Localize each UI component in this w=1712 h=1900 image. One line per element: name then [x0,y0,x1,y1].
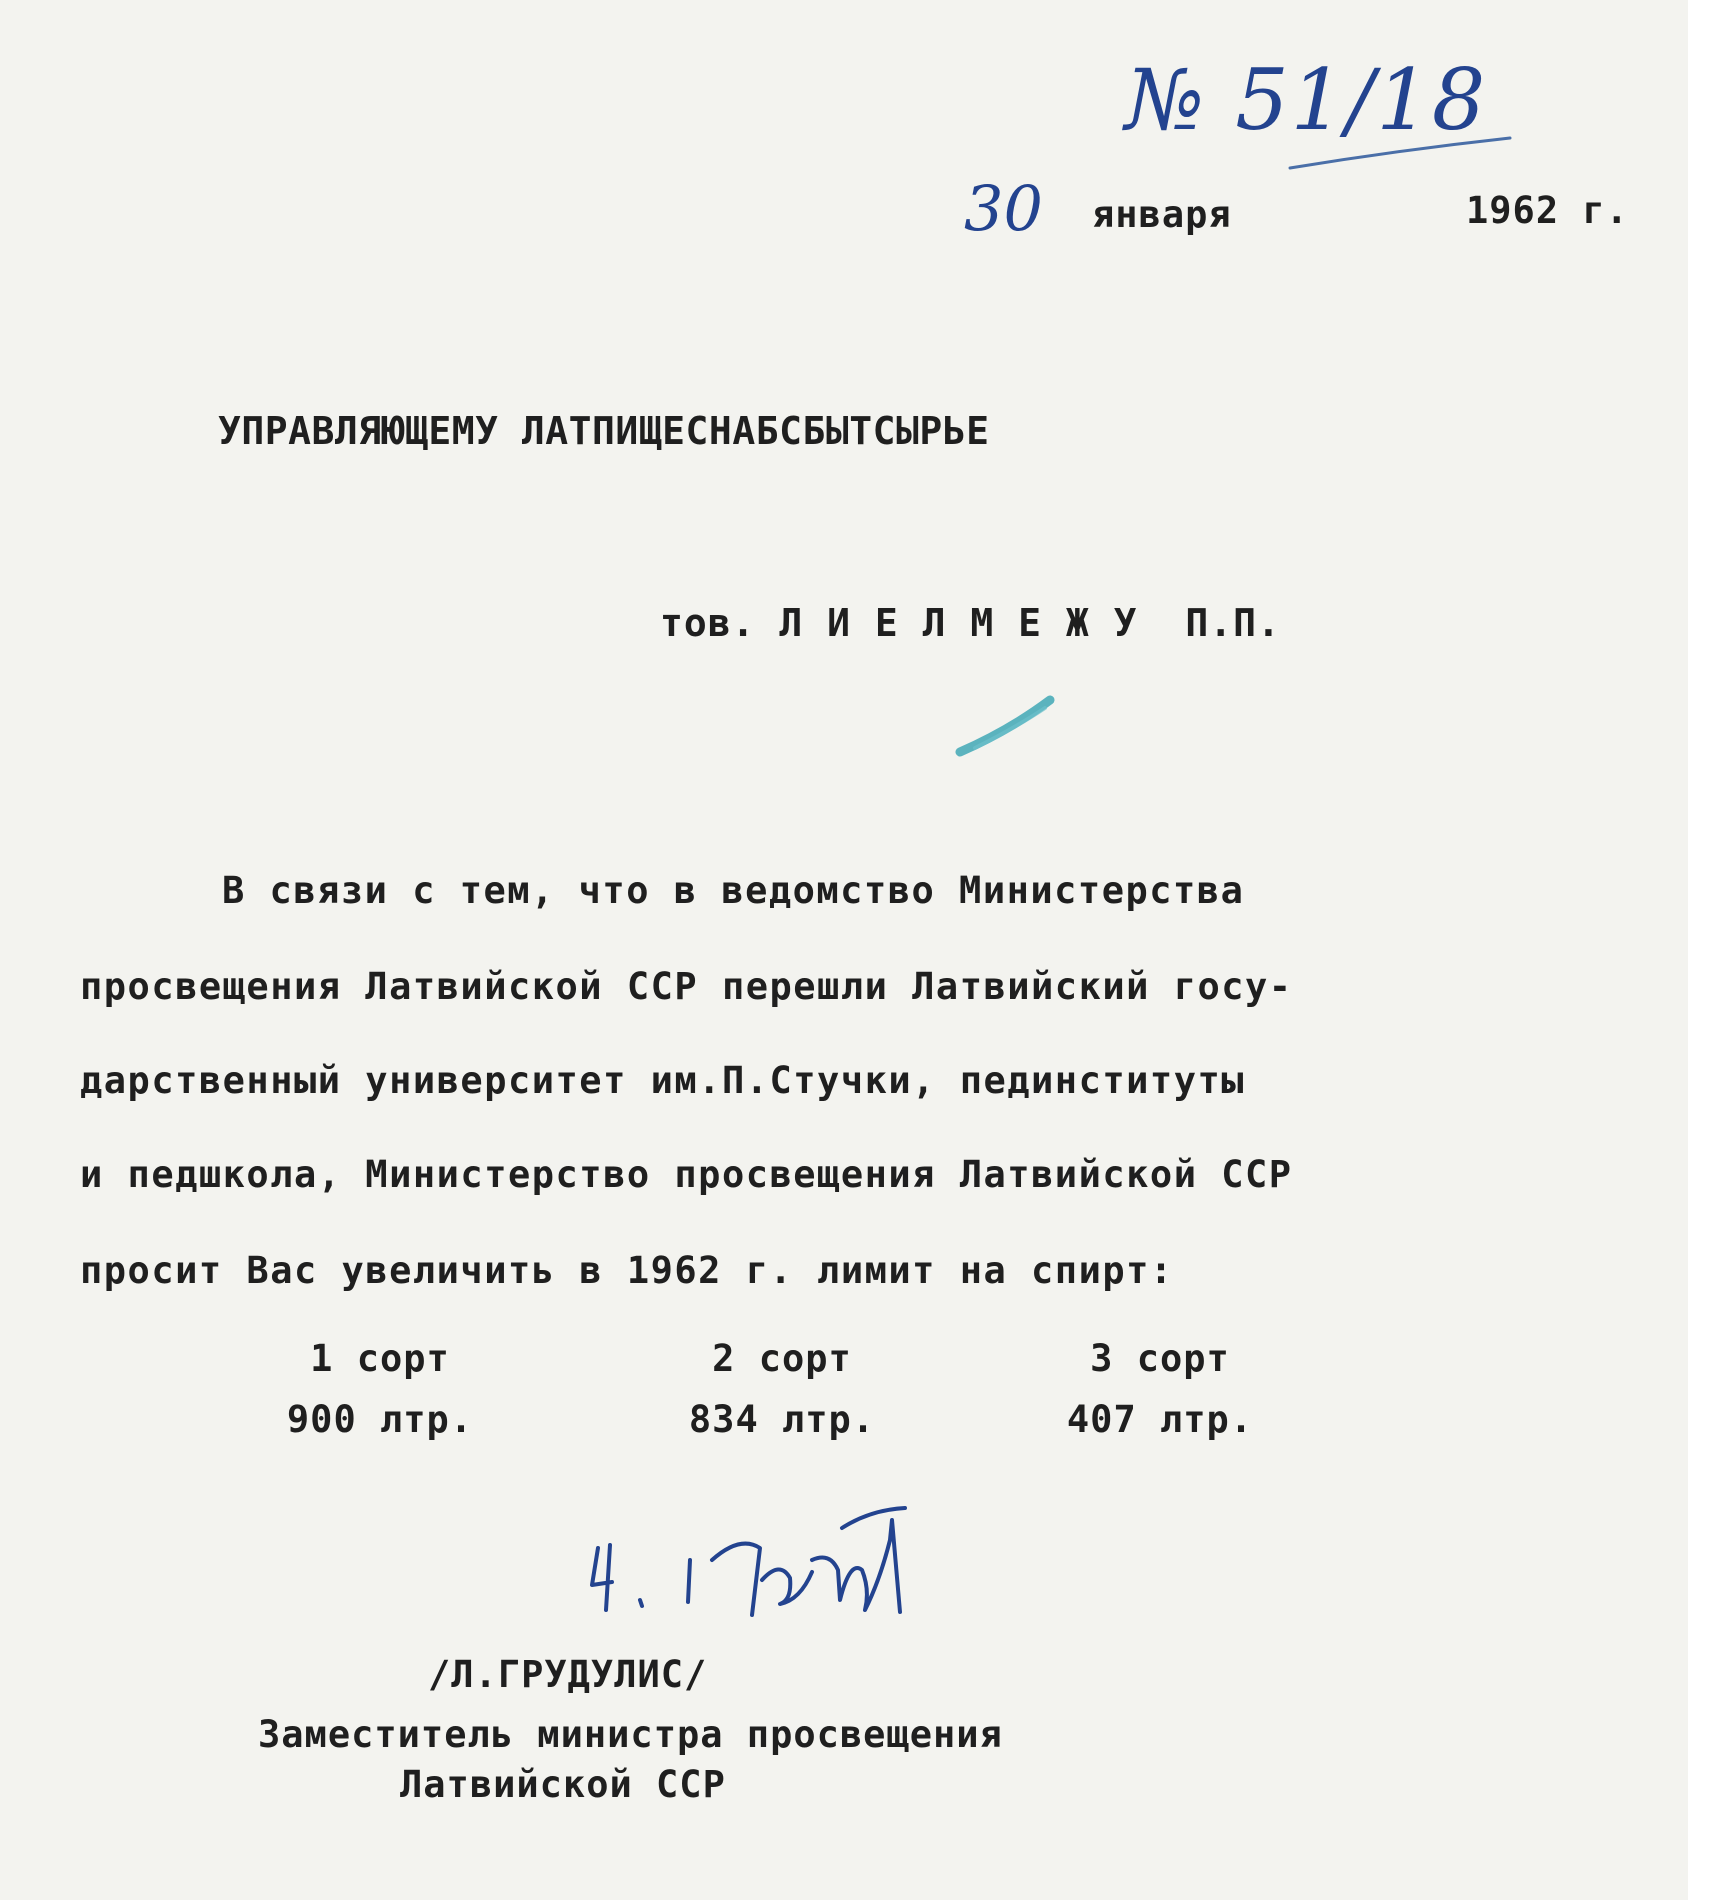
grade-1-amount: 900 лтр. [286,1398,474,1441]
page-edge [1688,0,1712,1900]
addressee-position: УПРАВЛЯЮЩЕМУ ЛАТПИЩЕСНАБСБЫТСЫРЬЕ [218,409,990,453]
grade-2-amount: 834 лтр. [688,1398,876,1441]
date-month: января [1092,193,1232,236]
grade-2-label: 2 сорт [712,1337,852,1380]
signatory-title-1: Заместитель министра просвещения [258,1713,1003,1756]
signatory-name: /Л.ГРУДУЛИС/ [428,1653,708,1696]
grade-3-label: 3 сорт [1090,1337,1230,1380]
body-line-1: В связи с тем, что в ведомство Министерства [222,869,1245,912]
body-line-3: дарственный университет им.П.Стучки, пединституты [80,1059,1246,1102]
registration-number: № 51/18 [1125,51,1488,149]
addressee-name: тов. Л И Е Л М Е Ж У П.П. [660,601,1281,645]
body-line-5: просит Вас увеличить в 1962 г. лимит на спирт: [80,1249,1174,1292]
date-day: 30 [964,172,1043,245]
body-line-2: просвещения Латвийской ССР перешли Латвийский госу- [80,965,1293,1008]
grade-3-amount: 407 лтр. [1066,1398,1254,1441]
date-year: 1962 г. [1466,189,1629,232]
body-line-4: и педшкола, Министерство просвещения Латвийской ССР [80,1153,1293,1196]
signatory-title-2: Латвийской ССР [400,1763,726,1806]
grade-1-label: 1 сорт [310,1337,450,1380]
